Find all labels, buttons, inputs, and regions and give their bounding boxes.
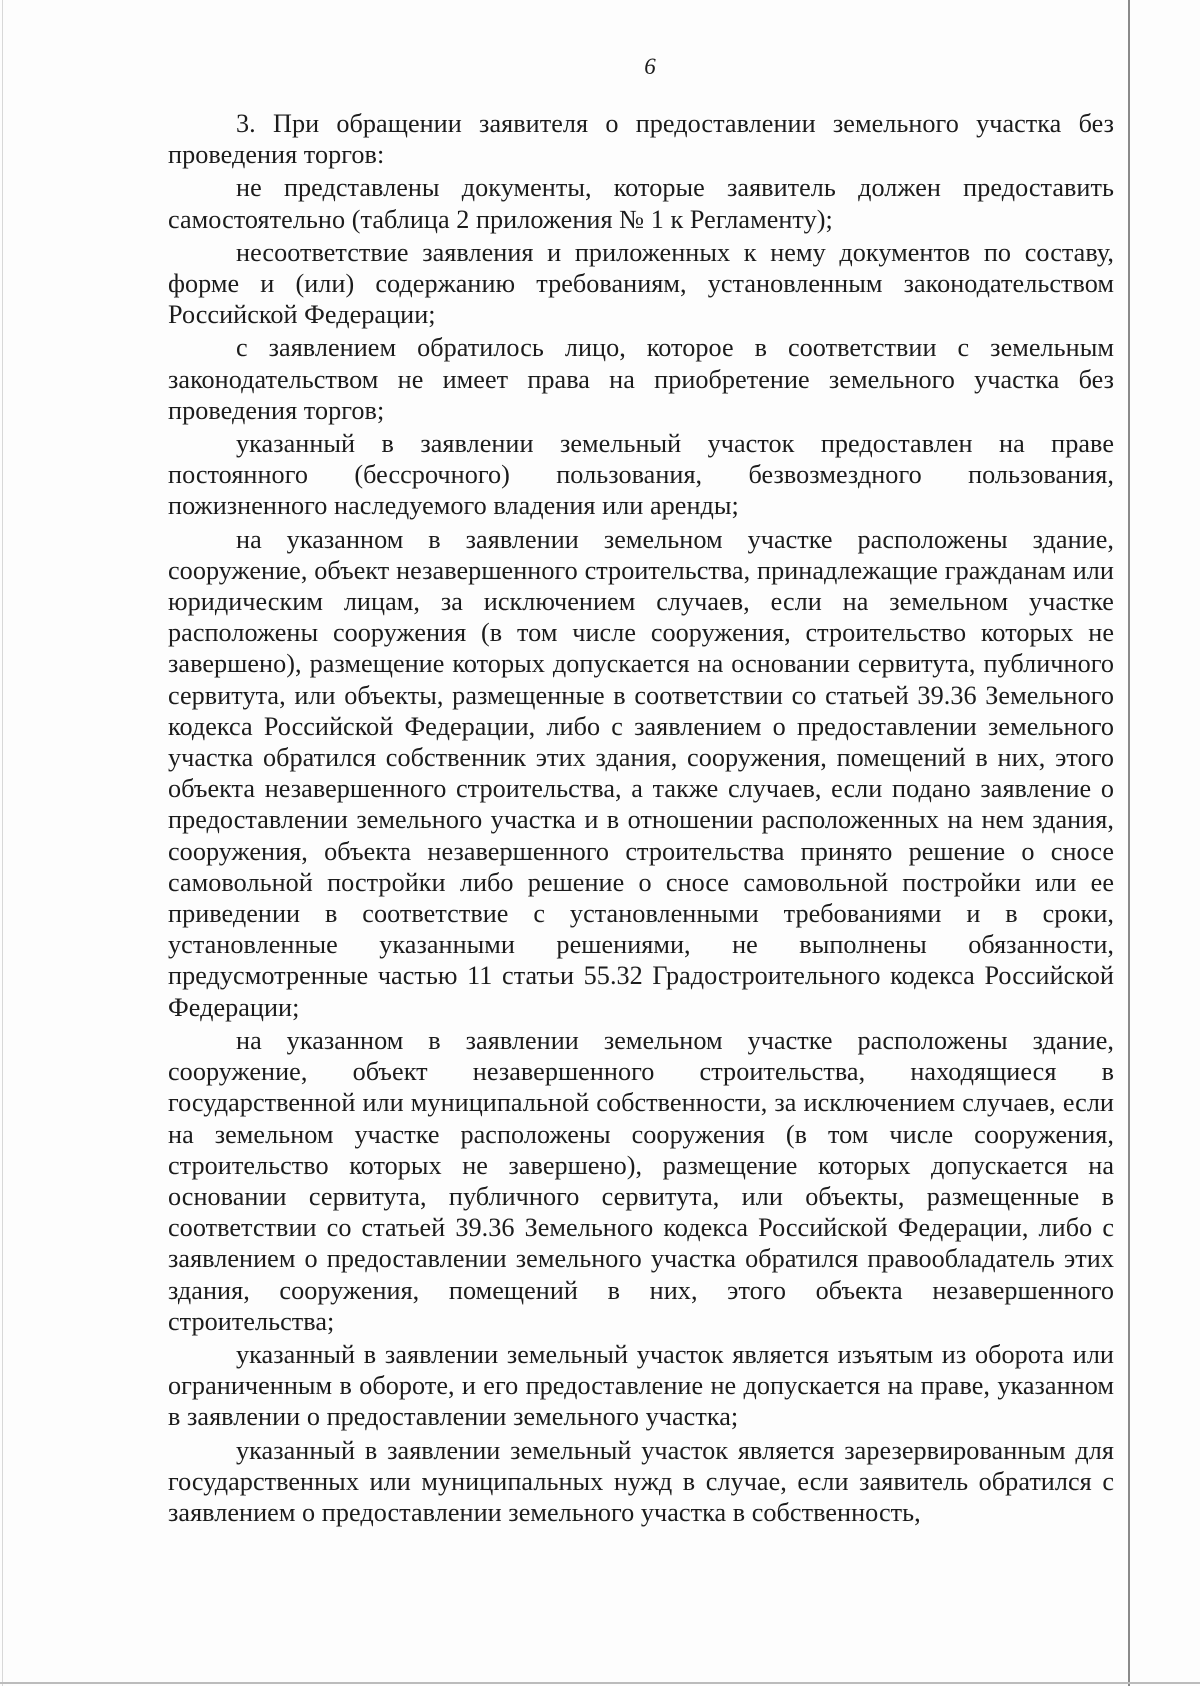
paragraph-private-buildings: на указанном в заявлении земельном участке расположены здание, сооружение, объект незавершенного строительства, принадлежащие гражданам или юридическим лицам, за исключением случаев, если на земельном участке расположены сооружения (в том числе сооружения, строительство которых не завершено), размещение которых допускается на основании сервитута, публичного сервитута, или объекты, размещенные в соответствии со статьей 39.36 Земельного кодекса Российской Федерации, либо с заявлением о предоставлении земельного участка обратился собственник этих здания, сооружения, помещений в них, этого объекта незавершенного строительства, а также случаев, если подано заявление о предоставлении земельного участка и в отношении расположенных на нем здания, сооружения, объекта незавершенного строительства принято решение о сносе самовольной постройки либо решение о сносе самовольной постройки или ее приведении в соответствие с установленными требованиями и в сроки, установленные указанными решениями, не выполнены обязанности, предусмотренные частью 11 статьи 55.32 Градостроительного кодекса Российской Федерации; <box>168 524 1114 1022</box>
scan-margin-line <box>1128 0 1130 1686</box>
paragraph-state-buildings: на указанном в заявлении земельном участке расположены здание, сооружение, объект незавершенного строительства, находящиеся в государственной или муниципальной собственности, за исключением случаев, если на земельном участке расположены сооружения (в том числе сооружения, строительство которых не завершено), размещение которых допускается на основании сервитута, публичного сервитута, или объекты, размещенные в соответствии со статьей 39.36 Земельного кодекса Российской Федерации, либо с заявлением о предоставлении земельного участка обратился правообладатель этих здания, сооружения, помещений в них, этого объекта незавершенного строительства; <box>168 1025 1114 1336</box>
paragraph-nonconformity: несоответствие заявления и приложенных к нему документов по составу, форме и (или) содержанию требованиям, установленным законодательством Российской Федерации; <box>168 237 1114 330</box>
paragraph-reserved-land: указанный в заявлении земельный участок является зарезервированным для государственных или муниципальных нужд в случае, если заявитель обратился с заявлением о предоставлении земельного участка в собственность, <box>168 1435 1114 1527</box>
paragraph-no-right: с заявлением обратилось лицо, которое в соответствии с земельным законодательством не имеет права на приобретение земельного участка без проведения торгов; <box>168 333 1114 425</box>
scan-edge-bottom <box>0 1682 1200 1684</box>
paragraph-documents-not-provided: не представлены документы, которые заявитель должен предоставить самостоятельно (таблица 2 приложения № 1 к Регламенту); <box>168 173 1114 234</box>
paragraph-item-3-heading: 3. При обращении заявителя о предоставлении земельного участка без проведения торгов: <box>168 109 1114 170</box>
paragraph-already-provided: указанный в заявлении земельный участок предоставлен на праве постоянного (бессрочного) пользования, безвозмездного пользования, пожизненного наследуемого владения или аренды; <box>168 429 1114 521</box>
scan-edge-left <box>2 0 3 1686</box>
document-body <box>168 108 1114 1530</box>
page-number: 6 <box>644 54 656 79</box>
paragraph-withdrawn-from-circulation: указанный в заявлении земельный участок является изъятым из оборота или ограниченным в обороте, и его предоставление не допускается на праве, указанном в заявлении о предоставлении земельного участка; <box>168 1339 1114 1432</box>
